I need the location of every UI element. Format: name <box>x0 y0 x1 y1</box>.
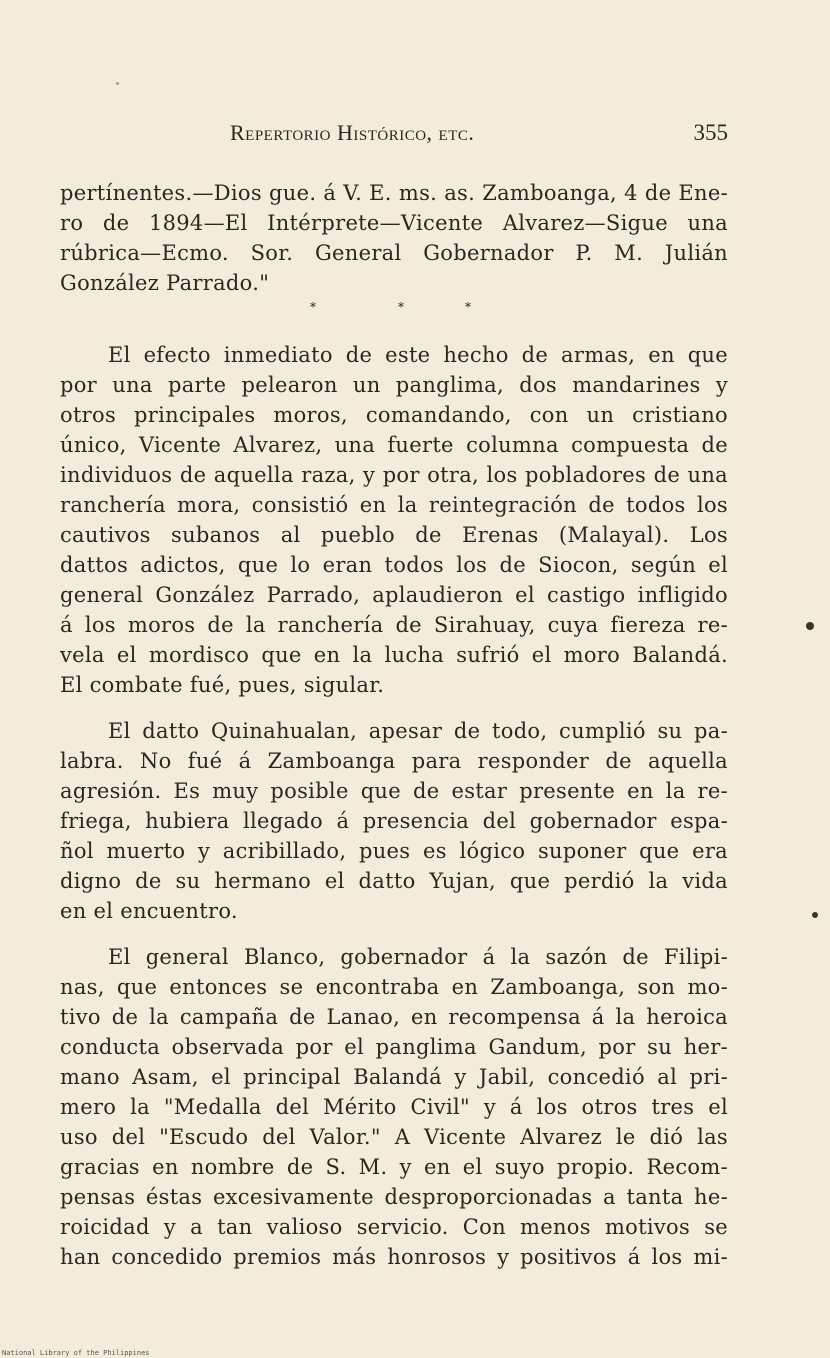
text-line: El combate fué, pues, sigular. <box>60 673 385 697</box>
text-line: uso del "Escudo del Valor." A Vicente Alvarez le dió las <box>60 1125 728 1149</box>
text-line: tivo de la campaña de Lanao, en recompensa á la heroica <box>60 1005 728 1029</box>
text-line: mano Asam, el principal Balandá y Jabil, concedió al pri- <box>60 1065 728 1089</box>
text-line: otros principales moros, comandando, con un cristiano <box>60 403 728 427</box>
text-line: á los moros de la ranchería de Sirahuay, cuya fiereza re- <box>60 613 728 637</box>
body-text <box>60 178 728 1272</box>
paragraph <box>60 716 728 926</box>
text-line: pensas éstas excesivamente desproporcionadas a tanta he- <box>60 1185 728 1209</box>
page-number: 355 <box>693 120 728 145</box>
text-line: vela el mordisco que en la lucha sufrió el moro Balandá. <box>60 643 728 667</box>
library-footer: National Library of the Philippines <box>2 1349 150 1357</box>
ink-speck <box>806 622 814 630</box>
paragraph <box>60 340 728 700</box>
text-line: conducta observada por el panglima Gandum, por su her- <box>60 1035 728 1059</box>
paragraph <box>60 942 728 1272</box>
text-line: friega, hubiera llegado á presencia del gobernador espa- <box>60 809 728 833</box>
text-line: dattos adictos, que lo eran todos los de Siocon, según el <box>60 553 728 577</box>
text-line: han concedido premios más honrosos y positivos á los mi- <box>60 1245 728 1269</box>
ink-speck <box>116 82 119 85</box>
text-line: ro de 1894—El Intérprete—Vicente Alvarez—Sigue una <box>60 211 728 235</box>
running-title: Repertorio Histórico, etc. <box>230 120 475 145</box>
text-line: El datto Quinahualan, apesar de todo, cumplió su pa- <box>108 719 728 743</box>
text-line: pertínentes.—Dios gue. á V. E. ms. as. Zamboanga, 4 de Ene- <box>60 181 728 205</box>
text-line: gracias en nombre de S. M. y en el suyo propio. Recom- <box>60 1155 728 1179</box>
text-line: cautivos subanos al pueblo de Erenas (Malayal). Los <box>60 523 728 547</box>
ink-speck <box>812 912 818 918</box>
page-header <box>60 120 728 154</box>
text-line: digno de su hermano el datto Yujan, que perdió la vida <box>60 869 728 893</box>
separator-star: * <box>398 300 404 314</box>
text-line: general González Parrado, aplaudieron el castigo infligido <box>60 583 728 607</box>
text-line: El efecto inmediato de este hecho de armas, en que <box>108 343 728 367</box>
text-line: roicidad y a tan valioso servicio. Con menos motivos se <box>60 1215 728 1239</box>
text-line: El general Blanco, gobernador á la sazón de Filipi- <box>108 945 728 969</box>
text-line: agresión. Es muy posible que de estar presente en la re- <box>60 779 728 803</box>
text-line: por una parte pelearon un panglima, dos mandarines y <box>60 373 728 397</box>
text-line: ranchería mora, consistió en la reintegración de todos los <box>60 493 728 517</box>
separator-star: * <box>310 300 316 314</box>
text-line: labra. No fué á Zamboanga para responder de aquella <box>60 749 728 773</box>
text-line: nas, que entonces se encontraba en Zamboanga, son mo- <box>60 975 728 999</box>
text-line: en el encuentro. <box>60 899 238 923</box>
text-line: ñol muerto y acribillado, pues es lógico suponer que era <box>60 839 728 863</box>
section-separator <box>60 298 728 324</box>
text-line: González Parrado." <box>60 271 270 295</box>
text-line: individuos de aquella raza, y por otra, los pobladores de una <box>60 463 728 487</box>
separator-star: * <box>465 300 471 314</box>
text-line: único, Vicente Alvarez, una fuerte columna compuesta de <box>60 433 728 457</box>
paragraph <box>60 178 728 298</box>
text-line: mero la "Medalla del Mérito Civil" y á los otros tres el <box>60 1095 728 1119</box>
text-line: rúbrica—Ecmo. Sor. General Gobernador P. M. Julián <box>60 241 728 265</box>
